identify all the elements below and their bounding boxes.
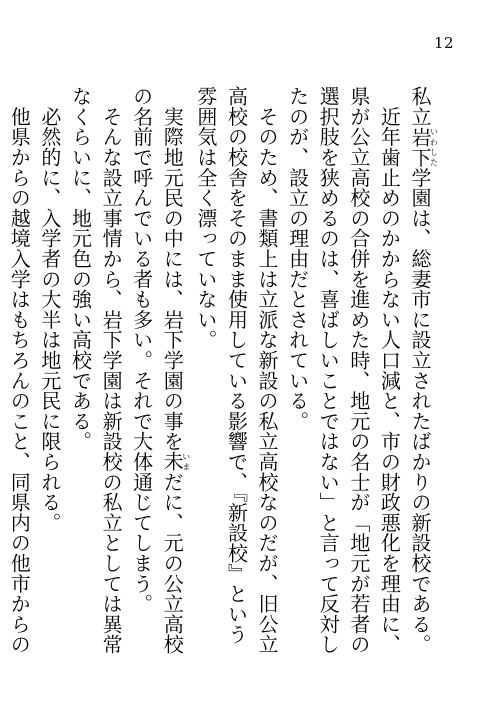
body-text — [0, 86, 438, 661]
paragraph: そのため、書類上は立派な新設の私立高校なのだが、旧公立高校の校舎をそのまま使用している影響で、『新設校』という雰囲気は全く漂っていない。 — [193, 86, 280, 655]
paragraph: 実際地元民の中には、岩下学園の事を未いまだに、元の公立高校の名前で呼んでいる者も多い。それで大体通じてしまう。 — [129, 86, 191, 655]
paragraph: 近年歯止めのかからない人口減と、市の財政悪化を理由に、県が公立高校の合併を進めた時、地元の名士が「地元が若者の選択肢を狭めるのは、喜ばしいことではない」と言って反対したのが、設立の理由だとされている。 — [285, 86, 402, 655]
paragraph: 必然的に、入学者の大半は地元民に限られる。 — [37, 86, 62, 533]
paragraph: そんな設立事情から、岩下学園は新設校の私立としては異常なくらいに、地元色の強い高校である。 — [68, 86, 124, 655]
paragraph: 他県からの越境入学はもちろんのこと、同県内の他市からの — [7, 106, 32, 655]
ruby-annotation: 未いま — [160, 451, 191, 472]
ruby-annotation: 岩下いわした — [408, 126, 439, 168]
paragraph: 私立岩下いわした学園は、総妻市に設立されたばかりの新設校である。 — [408, 86, 439, 655]
page-number: 12 — [434, 34, 455, 52]
